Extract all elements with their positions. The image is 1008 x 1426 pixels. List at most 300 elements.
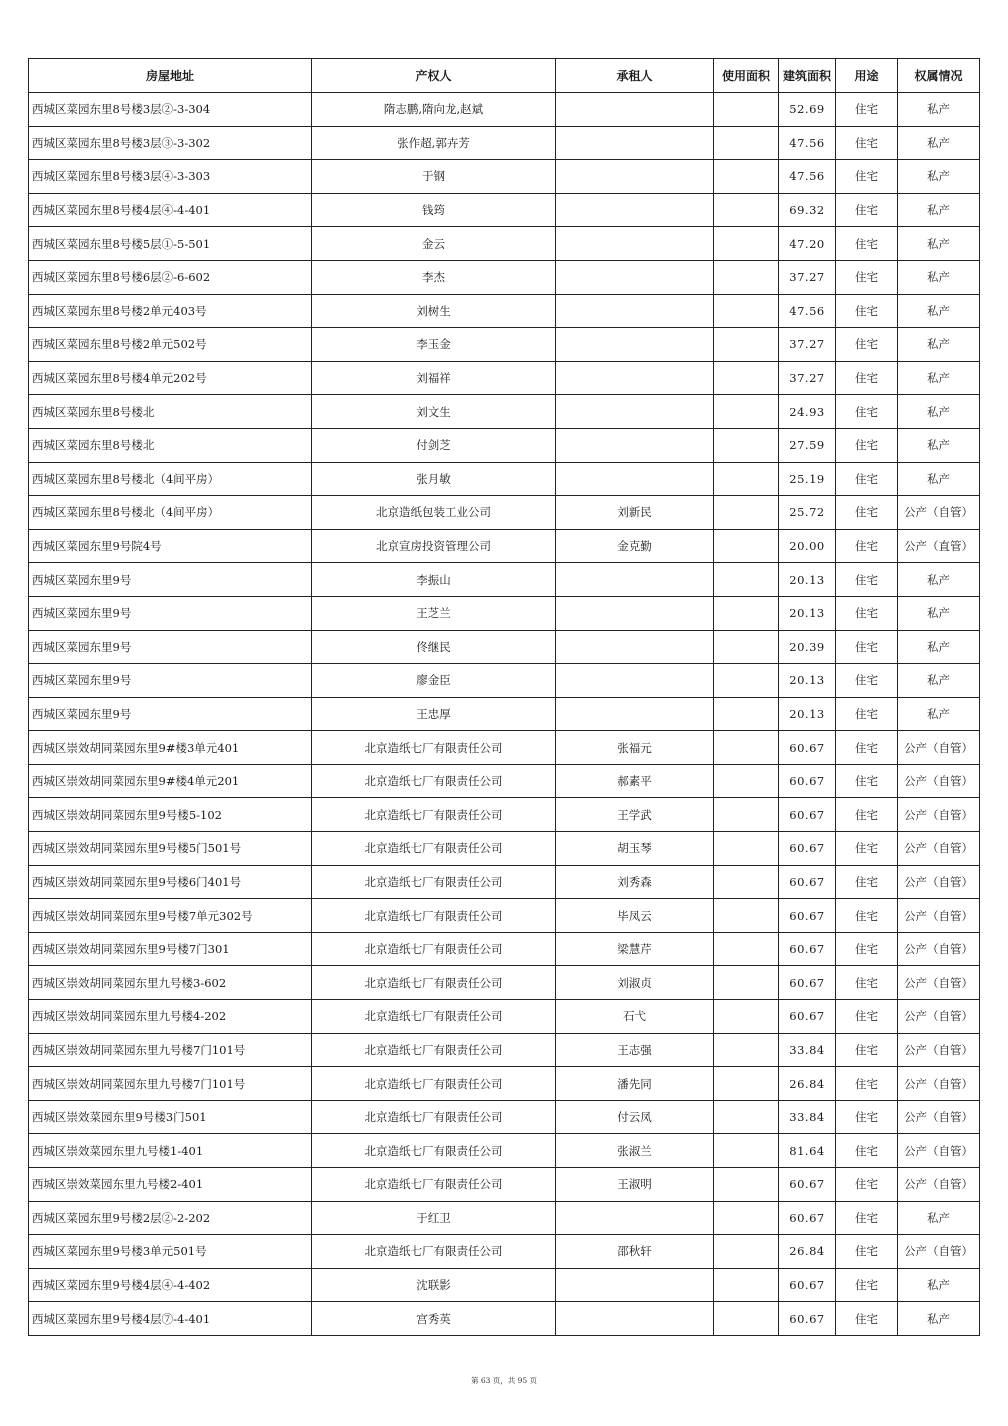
cell-tenant: 付云凤 [556,1100,714,1134]
cell-usable-area [714,1134,779,1168]
table-row [29,563,980,597]
cell-usage: 住宅 [836,697,898,731]
table-row [29,664,980,698]
table-row [29,764,980,798]
cell-usable-area [714,932,779,966]
cell-address: 西城区菜园东里8号楼5层①-5-501 [29,227,312,261]
cell-address: 西城区崇效胡同菜园东里九号楼7门101号 [29,1067,312,1101]
cell-owner: 北京造纸包装工业公司 [312,496,556,530]
table-row [29,160,980,194]
cell-usage: 住宅 [836,361,898,395]
cell-usable-area [714,630,779,664]
cell-usable-area [714,462,779,496]
cell-ownership: 私产 [898,1201,980,1235]
cell-tenant: 石弋 [556,1000,714,1034]
cell-building-area: 60.67 [779,1302,836,1336]
cell-usage: 住宅 [836,227,898,261]
cell-usage: 住宅 [836,798,898,832]
cell-tenant [556,93,714,127]
cell-building-area: 26.84 [779,1235,836,1269]
cell-usage: 住宅 [836,764,898,798]
cell-ownership: 公产（自管） [898,764,980,798]
cell-building-area: 69.32 [779,193,836,227]
cell-ownership: 公产（自管） [898,731,980,765]
cell-address: 西城区菜园东里8号楼3层④-3-303 [29,160,312,194]
cell-usable-area [714,563,779,597]
cell-building-area: 47.56 [779,126,836,160]
cell-ownership: 私产 [898,697,980,731]
cell-address: 西城区菜园东里9号楼3单元501号 [29,1235,312,1269]
cell-tenant [556,630,714,664]
cell-tenant: 金克勤 [556,529,714,563]
cell-owner: 张月敏 [312,462,556,496]
table-row [29,193,980,227]
cell-address: 西城区菜园东里8号楼北 [29,428,312,462]
cell-tenant [556,328,714,362]
cell-ownership: 私产 [898,664,980,698]
table-row [29,496,980,530]
cell-usage: 住宅 [836,160,898,194]
cell-tenant: 郝素平 [556,764,714,798]
cell-building-area: 47.56 [779,294,836,328]
cell-ownership: 私产 [898,361,980,395]
cell-ownership: 私产 [898,1302,980,1336]
page-footer: 第 63 页，共 95 页 [470,1376,538,1385]
cell-tenant [556,697,714,731]
cell-tenant: 毕凤云 [556,899,714,933]
cell-usage: 住宅 [836,193,898,227]
cell-owner: 北京造纸七厂有限责任公司 [312,1235,556,1269]
cell-usable-area [714,1067,779,1101]
cell-ownership: 公产（自管） [898,1000,980,1034]
property-register-table [28,58,980,1336]
cell-ownership: 私产 [898,126,980,160]
table-row [29,1100,980,1134]
table-row [29,832,980,866]
cell-owner: 张作超,郭卉芳 [312,126,556,160]
cell-ownership: 公产（自管） [898,1067,980,1101]
cell-ownership: 私产 [898,563,980,597]
table-row [29,294,980,328]
cell-ownership: 公产（自管） [898,1235,980,1269]
table-row [29,93,980,127]
cell-usable-area [714,227,779,261]
cell-owner: 宫秀英 [312,1302,556,1336]
cell-address: 西城区崇效胡同菜园东里九号楼7门101号 [29,1033,312,1067]
table-row [29,596,980,630]
cell-tenant: 梁慧芹 [556,932,714,966]
cell-usable-area [714,1268,779,1302]
cell-tenant [556,126,714,160]
cell-address: 西城区崇效胡同菜园东里9#楼4单元201 [29,764,312,798]
cell-owner: 北京宣房投资管理公司 [312,529,556,563]
cell-address: 西城区崇效菜园东里九号楼1-401 [29,1134,312,1168]
cell-ownership: 私产 [898,596,980,630]
cell-ownership: 公产（自管） [898,1134,980,1168]
cell-ownership: 公产（自管） [898,899,980,933]
cell-owner: 刘树生 [312,294,556,328]
table-row [29,1000,980,1034]
cell-owner: 北京造纸七厂有限责任公司 [312,932,556,966]
cell-owner: 王忠厚 [312,697,556,731]
cell-address: 西城区菜园东里8号楼2单元403号 [29,294,312,328]
table-row [29,428,980,462]
cell-building-area: 47.56 [779,160,836,194]
cell-building-area: 37.27 [779,260,836,294]
cell-usable-area [714,160,779,194]
table-row [29,630,980,664]
cell-address: 西城区崇效菜园东里九号楼2-401 [29,1168,312,1202]
cell-address: 西城区菜园东里8号楼北（4间平房） [29,496,312,530]
cell-owner: 北京造纸七厂有限责任公司 [312,1168,556,1202]
cell-owner: 沈联影 [312,1268,556,1302]
cell-usable-area [714,697,779,731]
cell-tenant [556,1201,714,1235]
cell-address: 西城区崇效胡同菜园东里9号楼7单元302号 [29,899,312,933]
table-row [29,1134,980,1168]
cell-usage: 住宅 [836,865,898,899]
cell-usable-area [714,395,779,429]
cell-address: 西城区菜园东里9号 [29,664,312,698]
cell-owner: 付剑芝 [312,428,556,462]
cell-address: 西城区崇效胡同菜园东里9号楼7门301 [29,932,312,966]
cell-ownership: 私产 [898,294,980,328]
cell-owner: 北京造纸七厂有限责任公司 [312,731,556,765]
cell-tenant: 王学武 [556,798,714,832]
cell-address: 西城区菜园东里8号楼6层②-6-602 [29,260,312,294]
cell-usable-area [714,596,779,630]
cell-building-area: 33.84 [779,1100,836,1134]
cell-address: 西城区菜园东里9号 [29,563,312,597]
table-row [29,126,980,160]
cell-building-area: 20.13 [779,563,836,597]
cell-building-area: 37.27 [779,361,836,395]
cell-building-area: 81.64 [779,1134,836,1168]
table-row [29,529,980,563]
cell-owner: 北京造纸七厂有限责任公司 [312,1000,556,1034]
cell-tenant: 张淑兰 [556,1134,714,1168]
cell-tenant: 张福元 [556,731,714,765]
cell-usage: 住宅 [836,529,898,563]
cell-usage: 住宅 [836,596,898,630]
cell-address: 西城区菜园东里8号楼北 [29,395,312,429]
cell-owner: 于钢 [312,160,556,194]
cell-building-area: 25.72 [779,496,836,530]
cell-tenant [556,1268,714,1302]
cell-owner: 廖金臣 [312,664,556,698]
table-row [29,227,980,261]
cell-building-area: 60.67 [779,899,836,933]
table-row [29,1168,980,1202]
cell-usage: 住宅 [836,1302,898,1336]
cell-ownership: 公产（自管） [898,865,980,899]
cell-tenant [556,361,714,395]
cell-usage: 住宅 [836,328,898,362]
cell-tenant: 潘先同 [556,1067,714,1101]
cell-building-area: 60.67 [779,731,836,765]
cell-tenant: 刘秀森 [556,865,714,899]
cell-usage: 住宅 [836,630,898,664]
cell-building-area: 60.67 [779,865,836,899]
cell-owner: 北京造纸七厂有限责任公司 [312,865,556,899]
cell-usage: 住宅 [836,832,898,866]
cell-building-area: 20.39 [779,630,836,664]
cell-ownership: 公产（自管） [898,932,980,966]
cell-owner: 于红卫 [312,1201,556,1235]
cell-usage: 住宅 [836,93,898,127]
cell-ownership: 私产 [898,328,980,362]
table-row [29,865,980,899]
cell-building-area: 60.67 [779,1000,836,1034]
cell-ownership: 私产 [898,1268,980,1302]
table-row [29,899,980,933]
cell-address: 西城区菜园东里9号院4号 [29,529,312,563]
cell-address: 西城区菜园东里9号楼4层④-4-402 [29,1268,312,1302]
cell-tenant: 刘淑贞 [556,966,714,1000]
cell-address: 西城区菜园东里9号楼4层⑦-4-401 [29,1302,312,1336]
table-row [29,697,980,731]
header-row [29,59,980,93]
cell-usable-area [714,832,779,866]
cell-owner: 刘文生 [312,395,556,429]
cell-address: 西城区菜园东里8号楼3层③-3-302 [29,126,312,160]
cell-owner: 北京造纸七厂有限责任公司 [312,1067,556,1101]
cell-usage: 住宅 [836,664,898,698]
cell-address: 西城区崇效胡同菜园东里九号楼4-202 [29,1000,312,1034]
cell-tenant: 刘新民 [556,496,714,530]
cell-building-area: 60.67 [779,798,836,832]
col-header-address: 房屋地址 [29,59,312,93]
cell-ownership: 私产 [898,160,980,194]
cell-address: 西城区菜园东里8号楼2单元502号 [29,328,312,362]
cell-ownership: 公产（自管） [898,1033,980,1067]
cell-usable-area [714,529,779,563]
cell-usage: 住宅 [836,1033,898,1067]
cell-ownership: 私产 [898,462,980,496]
cell-owner: 北京造纸七厂有限责任公司 [312,966,556,1000]
cell-usable-area [714,1033,779,1067]
cell-owner: 北京造纸七厂有限责任公司 [312,764,556,798]
table-row [29,1201,980,1235]
cell-owner: 北京造纸七厂有限责任公司 [312,1134,556,1168]
cell-address: 西城区崇效胡同菜园东里9#楼3单元401 [29,731,312,765]
cell-building-area: 60.67 [779,1201,836,1235]
table-row [29,260,980,294]
cell-ownership: 公产（自管） [898,496,980,530]
cell-usage: 住宅 [836,1134,898,1168]
col-header-tenant: 承租人 [556,59,714,93]
cell-usable-area [714,966,779,1000]
cell-usable-area [714,260,779,294]
cell-owner: 佟继民 [312,630,556,664]
cell-building-area: 33.84 [779,1033,836,1067]
table-row [29,798,980,832]
cell-tenant [556,462,714,496]
cell-building-area: 20.13 [779,664,836,698]
cell-usable-area [714,328,779,362]
cell-usable-area [714,93,779,127]
table-body [29,93,980,1336]
table-row [29,932,980,966]
table-row [29,1235,980,1269]
cell-owner: 北京造纸七厂有限责任公司 [312,832,556,866]
cell-building-area: 60.67 [779,764,836,798]
cell-usage: 住宅 [836,462,898,496]
cell-address: 西城区菜园东里8号楼3层②-3-304 [29,93,312,127]
cell-usage: 住宅 [836,294,898,328]
cell-tenant [556,227,714,261]
cell-owner: 李玉金 [312,328,556,362]
cell-building-area: 60.67 [779,832,836,866]
cell-usage: 住宅 [836,1201,898,1235]
cell-usage: 住宅 [836,395,898,429]
table-row [29,1067,980,1101]
cell-address: 西城区崇效胡同菜园东里9号楼5-102 [29,798,312,832]
cell-address: 西城区崇效胡同菜园东里九号楼3-602 [29,966,312,1000]
table-row [29,1268,980,1302]
cell-owner: 李振山 [312,563,556,597]
cell-tenant: 胡玉琴 [556,832,714,866]
cell-usage: 住宅 [836,1268,898,1302]
cell-ownership: 私产 [898,630,980,664]
cell-building-area: 60.67 [779,1168,836,1202]
cell-building-area: 25.19 [779,462,836,496]
cell-address: 西城区崇效胡同菜园东里9号楼6门401号 [29,865,312,899]
col-header-building-area: 建筑面积 [779,59,836,93]
cell-owner: 李杰 [312,260,556,294]
table-row [29,462,980,496]
col-header-owner: 产权人 [312,59,556,93]
cell-address: 西城区菜园东里8号楼北（4间平房） [29,462,312,496]
cell-usable-area [714,126,779,160]
table-row [29,1033,980,1067]
table-row [29,1302,980,1336]
cell-usage: 住宅 [836,1067,898,1101]
cell-ownership: 私产 [898,193,980,227]
cell-usage: 住宅 [836,731,898,765]
cell-tenant [556,664,714,698]
cell-owner: 北京造纸七厂有限责任公司 [312,1100,556,1134]
cell-usage: 住宅 [836,563,898,597]
cell-building-area: 20.00 [779,529,836,563]
cell-usable-area [714,899,779,933]
cell-tenant [556,160,714,194]
cell-tenant [556,260,714,294]
cell-ownership: 私产 [898,428,980,462]
cell-address: 西城区崇效胡同菜园东里9号楼5门501号 [29,832,312,866]
cell-tenant [556,193,714,227]
cell-building-area: 60.67 [779,932,836,966]
cell-ownership: 私产 [898,260,980,294]
cell-ownership: 公产（自管） [898,798,980,832]
cell-ownership: 公产（自管） [898,832,980,866]
cell-address: 西城区菜园东里9号 [29,697,312,731]
cell-address: 西城区菜园东里9号楼2层②-2-202 [29,1201,312,1235]
cell-ownership: 公产（自管） [898,1168,980,1202]
cell-owner: 钱筠 [312,193,556,227]
cell-building-area: 20.13 [779,596,836,630]
cell-ownership: 私产 [898,395,980,429]
cell-tenant [556,563,714,597]
cell-address: 西城区菜园东里9号 [29,596,312,630]
cell-ownership: 公产（直管） [898,529,980,563]
cell-building-area: 60.67 [779,1268,836,1302]
cell-usage: 住宅 [836,260,898,294]
cell-owner: 北京造纸七厂有限责任公司 [312,899,556,933]
cell-usable-area [714,1100,779,1134]
cell-usage: 住宅 [836,496,898,530]
cell-usable-area [714,1201,779,1235]
table-row [29,966,980,1000]
cell-usable-area [714,361,779,395]
cell-building-area: 24.93 [779,395,836,429]
cell-ownership: 公产（自管） [898,966,980,1000]
cell-usage: 住宅 [836,1168,898,1202]
cell-owner: 金云 [312,227,556,261]
cell-building-area: 26.84 [779,1067,836,1101]
cell-address: 西城区菜园东里8号楼4单元202号 [29,361,312,395]
cell-usage: 住宅 [836,966,898,1000]
cell-address: 西城区菜园东里8号楼4层④-4-401 [29,193,312,227]
cell-usage: 住宅 [836,932,898,966]
cell-owner: 王芝兰 [312,596,556,630]
cell-tenant: 王志强 [556,1033,714,1067]
cell-usable-area [714,1168,779,1202]
cell-usable-area [714,1000,779,1034]
cell-tenant [556,294,714,328]
col-header-ownership: 权属情况 [898,59,980,93]
table-row [29,395,980,429]
cell-tenant [556,428,714,462]
cell-ownership: 公产（自管） [898,1100,980,1134]
cell-tenant [556,395,714,429]
cell-address: 西城区菜园东里9号 [29,630,312,664]
cell-building-area: 47.20 [779,227,836,261]
cell-tenant: 邵秋轩 [556,1235,714,1269]
cell-building-area: 37.27 [779,328,836,362]
cell-usable-area [714,1235,779,1269]
cell-usage: 住宅 [836,126,898,160]
cell-building-area: 60.67 [779,966,836,1000]
cell-usable-area [714,798,779,832]
cell-building-area: 20.13 [779,697,836,731]
cell-owner: 隋志鹏,隋向龙,赵斌 [312,93,556,127]
cell-usable-area [714,193,779,227]
cell-usage: 住宅 [836,1235,898,1269]
cell-tenant: 王淑明 [556,1168,714,1202]
cell-usable-area [714,294,779,328]
cell-ownership: 私产 [898,227,980,261]
cell-tenant [556,1302,714,1336]
cell-ownership: 私产 [898,93,980,127]
cell-owner: 北京造纸七厂有限责任公司 [312,1033,556,1067]
cell-usage: 住宅 [836,428,898,462]
cell-usable-area [714,865,779,899]
col-header-usable-area: 使用面积 [714,59,779,93]
cell-tenant [556,596,714,630]
cell-usage: 住宅 [836,1100,898,1134]
cell-usable-area [714,731,779,765]
cell-usable-area [714,764,779,798]
table-row [29,328,980,362]
col-header-usage: 用途 [836,59,898,93]
table-row [29,731,980,765]
cell-address: 西城区崇效菜园东里9号楼3门501 [29,1100,312,1134]
cell-building-area: 52.69 [779,93,836,127]
table-row [29,361,980,395]
cell-owner: 刘福祥 [312,361,556,395]
cell-building-area: 27.59 [779,428,836,462]
